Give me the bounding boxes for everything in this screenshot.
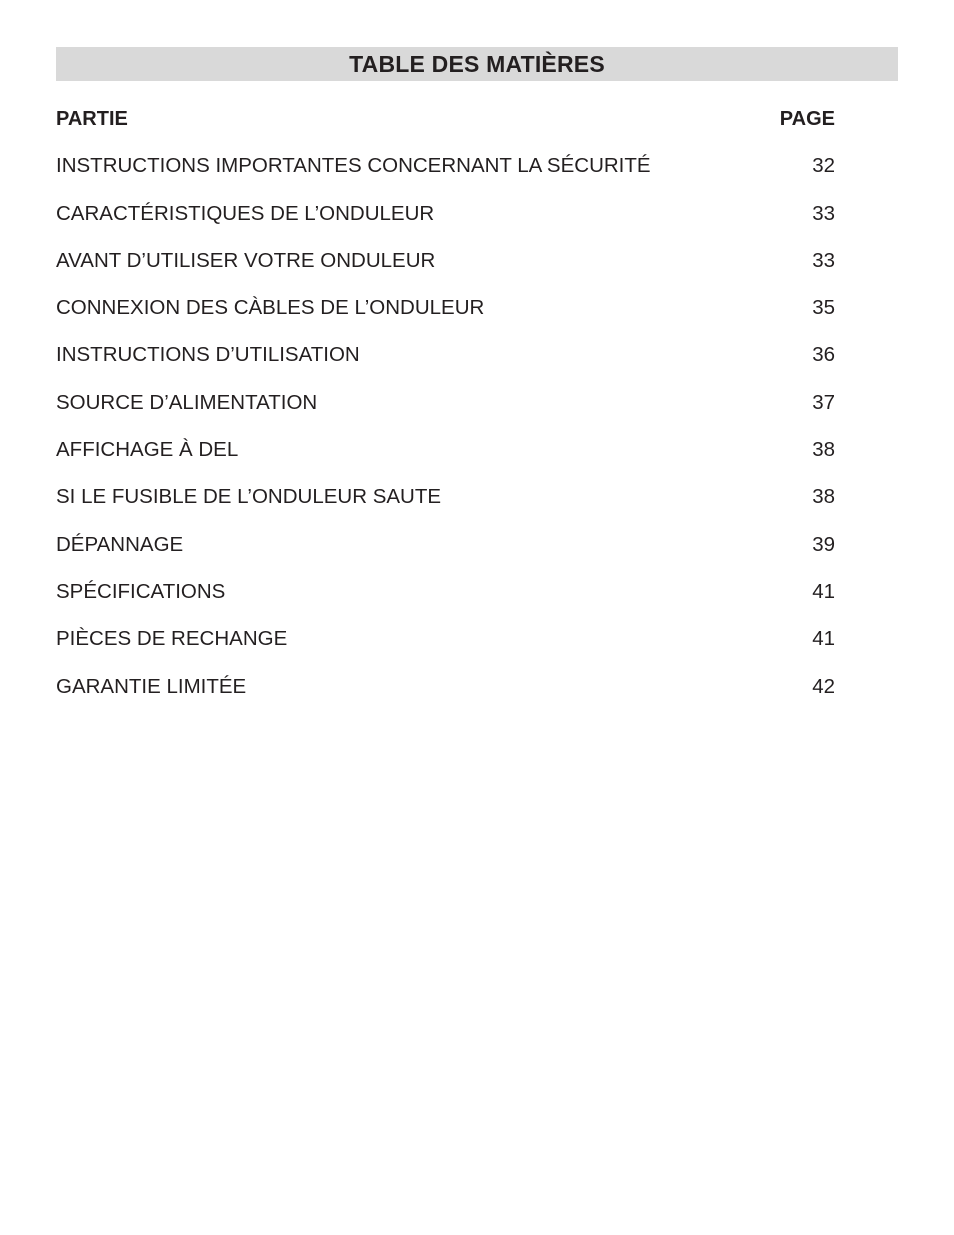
toc-entry-page: 39 [812,532,835,556]
toc-entry-title: PIÈCES DE RECHANGE [56,627,288,651]
toc-entry-page: 35 [812,296,835,320]
toc-entry[interactable] [56,336,835,383]
toc-entry-page: 33 [812,201,835,225]
toc-entry-title: AFFICHAGE À DEL [56,438,239,462]
toc-entry[interactable] [56,620,835,667]
toc-header-row [56,100,835,147]
toc-entry-page: 38 [812,438,835,462]
toc-entry-title: GARANTIE LIMITÉE [56,674,247,698]
toc-entry[interactable] [56,384,835,431]
toc-entry[interactable] [56,478,835,525]
toc-table [56,100,835,715]
toc-entry-title: CONNEXION DES CÀBLES DE L’ONDULEUR [56,296,485,320]
page-title: TABLE DES MATIÈRES [349,50,605,77]
toc-entry-title: INSTRUCTIONS D’UTILISATION [56,343,360,367]
toc-entry-page: 41 [812,579,835,603]
toc-entry[interactable] [56,526,835,573]
toc-entry-title: SI LE FUSIBLE DE L’ONDULEUR SAUTE [56,485,442,509]
toc-entry-title: CARACTÉRISTIQUES DE L’ONDULEUR [56,201,435,225]
toc-entry[interactable] [56,431,835,478]
toc-entry[interactable] [56,147,835,194]
toc-entry-page: 37 [812,390,835,414]
toc-entry[interactable] [56,195,835,242]
toc-header-section: PARTIE [56,108,128,130]
toc-entry-title: INSTRUCTIONS IMPORTANTES CONCERNANT LA SÉCURITÉ [56,154,651,178]
toc-entry[interactable] [56,668,835,715]
toc-entry-title: SOURCE D’ALIMENTATION [56,390,318,414]
toc-entry-page: 41 [812,627,835,651]
toc-entry-title: AVANT D’UTILISER VOTRE ONDULEUR [56,248,436,272]
toc-entry-page: 32 [812,154,835,178]
toc-title-band [56,47,898,81]
toc-entry-page: 36 [812,343,835,367]
toc-entry-title: DÉPANNAGE [56,532,184,556]
toc-entry[interactable] [56,289,835,336]
toc-entry-title: SPÉCIFICATIONS [56,579,226,603]
toc-entry-page: 38 [812,485,835,509]
toc-entry[interactable] [56,573,835,620]
toc-entry-page: 42 [812,674,835,698]
toc-entry-page: 33 [812,248,835,272]
toc-header-page: PAGE [779,108,835,130]
toc-entry[interactable] [56,242,835,289]
